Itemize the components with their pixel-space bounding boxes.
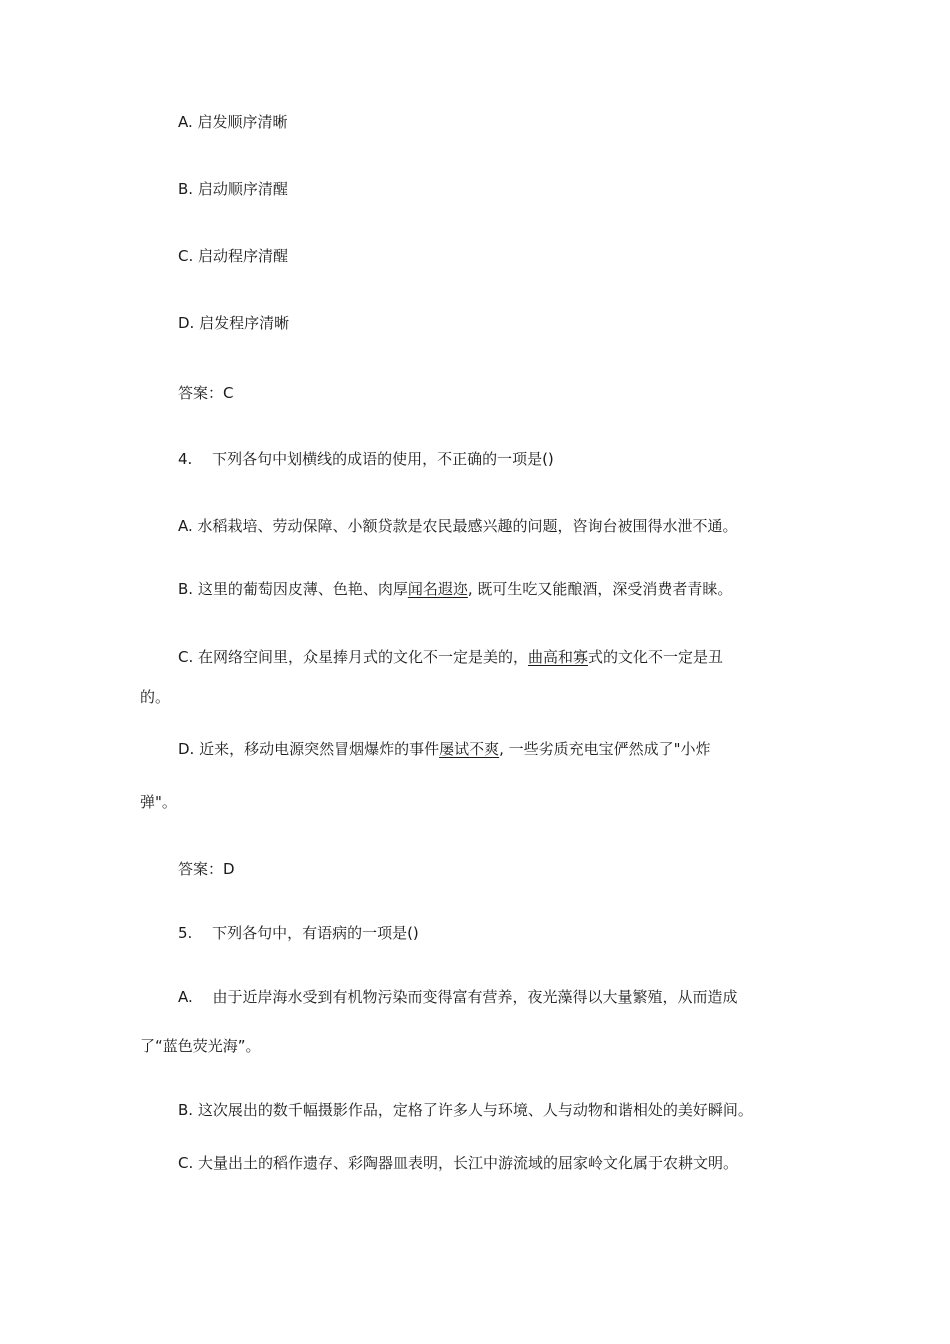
q3-option-b: B. 启动顺序清醒: [178, 180, 288, 198]
q4-option-c-text: C. 在网络空间里，众星捧月式的文化不一定是美的，: [178, 648, 529, 666]
q4-option-c: [178, 647, 723, 667]
q5-option-b: B. 这次展出的数千幅摄影作品，定格了许多人与环境、人与动物和谐相处的美好瞬间。: [178, 1101, 753, 1119]
q4-question: 4. 下列各句中划横线的成语的使用，不正确的一项是(): [178, 450, 554, 468]
q4-answer: 答案：D: [178, 860, 235, 878]
q4-option-c-underlined-idiom: 曲高和寡: [528, 648, 589, 666]
q5-option-c: C. 大量出土的稻作遗存、彩陶器皿表明，长江中游流域的屈家岭文化属于农耕文明。: [178, 1154, 739, 1172]
q4-option-a: A. 水稻栽培、劳动保障、小额贷款是农民最感兴趣的问题，咨询台被围得水泄不通。: [178, 517, 738, 535]
q4-option-d-text: D. 近来，移动电源突然冒烟爆炸的事件: [178, 740, 440, 758]
q4-option-d-underlined-idiom: 屡试不爽: [439, 740, 500, 758]
q3-answer: 答案：C: [178, 384, 234, 402]
q4-option-b-underlined-idiom: 闻名遐迩: [407, 580, 468, 598]
q3-option-a: A. 启发顺序清晰: [178, 113, 288, 131]
q4-option-d-continuation: 弹"。: [140, 793, 177, 811]
q4-option-c-text-rest: 式的文化不一定是丑: [588, 648, 724, 666]
q5-option-a: A. 由于近岸海水受到有机物污染而变得富有营养，夜光藻得以大量繁殖，从而造成: [178, 988, 738, 1006]
q3-option-c: C. 启动程序清醒: [178, 247, 289, 265]
q4-option-d-text-rest: , 一些劣质充电宝俨然成了"小炸: [499, 740, 711, 758]
q5-question: 5. 下列各句中，有语病的一项是(): [178, 924, 419, 942]
q5-option-a-continuation: 了“蓝色荧光海”。: [140, 1037, 261, 1055]
q3-option-d: D. 启发程序清晰: [178, 314, 290, 332]
q4-option-d: [178, 739, 711, 759]
q4-option-c-continuation: 的。: [140, 688, 171, 706]
q4-option-b-text-rest: , 既可生吃又能酿酒，深受消费者青睐。: [467, 580, 733, 598]
q4-option-b-text: B. 这里的葡萄因皮薄、色艳、肉厚: [178, 580, 408, 598]
q4-option-b: [178, 579, 732, 599]
